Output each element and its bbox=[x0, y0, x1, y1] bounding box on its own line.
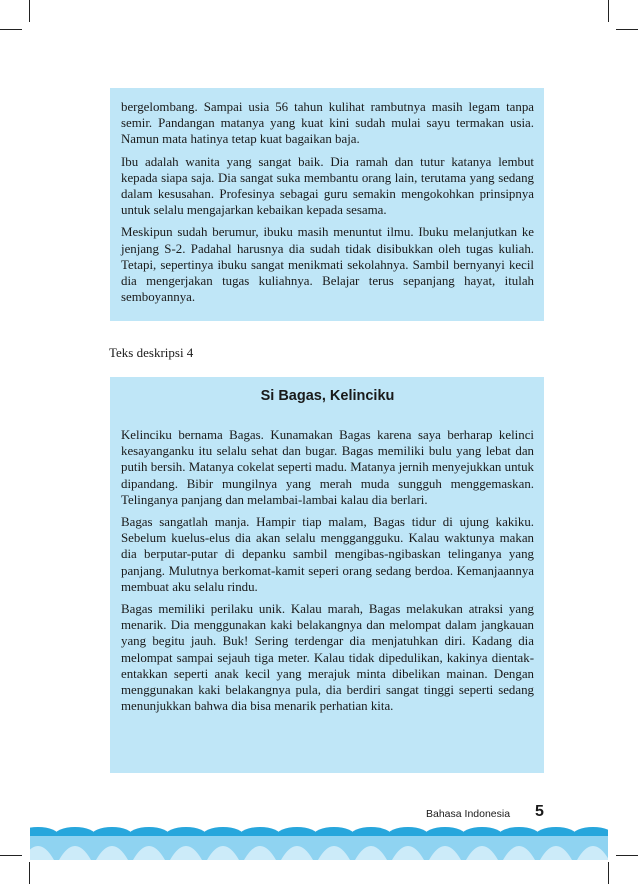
crop-mark bbox=[29, 862, 30, 884]
wave-decoration bbox=[30, 826, 608, 860]
section-label: Teks deskripsi 4 bbox=[109, 345, 194, 360]
paragraph: Meskipun sudah berumur, ibuku masih menuntut ilmu. Ibuku melanjutkan ke jenjang S-2. Padahal harusnya dia sudah tidak disibukkan oleh tugas kuliah. Tetapi, sepertinya ibuku sangat menikmati sekolahnya. Sambil bernyanyi kecil dia mengerjakan tugas kuliahnya. Belajar terus sepanjang hayat, itulah semboyannya. bbox=[121, 225, 534, 305]
crop-mark bbox=[616, 855, 638, 856]
crop-mark bbox=[616, 29, 638, 30]
story-title: Si Bagas, Kelinciku bbox=[260, 388, 395, 404]
crop-mark bbox=[0, 29, 22, 30]
text-box-ibu bbox=[110, 88, 544, 321]
crop-mark bbox=[608, 862, 609, 884]
paragraph: Bagas memiliki perilaku unik. Kalau marah, Bagas melakukan atraksi yang menarik. Dia menggunakan kaki belakangnya dan melompat dalam jangkauan yang begitu jauh. Buk! Sering terdengar dia menjatuhkan diri. Kadang dia melompat sampai sejauh tiga meter. Kalau tidak dipedulikan, kakinya dientak-entakkan seperti anak kecil yang merajuk minta dibelikan mainan. Dengan menggunakan kaki belakangnya pula, dia berdiri sangat tinggi seperti sedang menunjukkan bahwa dia bisa menarik perhatian kita. bbox=[121, 602, 534, 714]
footer-book-title: Bahasa Indonesia bbox=[426, 808, 511, 820]
paragraph: Bagas sangatlah manja. Hampir tiap malam, Bagas tidur di ujung kakiku. Sebelum kuelus-elus dia akan selalu menggangguku. Kalau waktunya makan dia berputar-putar di depanku sambil mengibas-ngibaskan telinganya yang panjang. Mulutnya berkomat-kamit seperi orang sedang berdoa. Kemanjaannya membuat aku selalu rindu. bbox=[121, 515, 534, 594]
page-number: 5 bbox=[535, 803, 544, 820]
crop-mark bbox=[0, 855, 22, 856]
paragraph: Kelinciku bernama Bagas. Kunamakan Bagas karena saya berharap kelinci kesayanganku itu selalu sehat dan bugar. Bagas memiliki bulu yang lebat dan putih bersih. Matanya cokelat seperti madu. Matanya jernih menyejukkan untuk dipandang. Bibir mungilnya yang merah muda sungguh menggemaskan. Telinganya panjang dan melambai-lambai kalau dia berlari. bbox=[121, 428, 534, 507]
paragraph: Ibu adalah wanita yang sangat baik. Dia ramah dan tutur katanya lembut kepada siapa saja. Dia sangat suka membantu orang lain, terutama yang sedang dalam kesusahan. Profesinya sebagai guru semakin mengokohkan prinsipnya untuk selalu mengajarkan kebaikan kepada sesama. bbox=[121, 154, 534, 218]
text-box-bagas bbox=[110, 377, 544, 773]
crop-mark bbox=[29, 0, 30, 22]
crop-mark bbox=[608, 0, 609, 22]
paragraph: bergelombang. Sampai usia 56 tahun kulihat rambutnya masih legam tanpa semir. Pandangan matanya yang kuat kini sudah mulai sayu termakan usia. Namun mata hatinya tetap kuat bagaikan baja. bbox=[121, 100, 534, 147]
